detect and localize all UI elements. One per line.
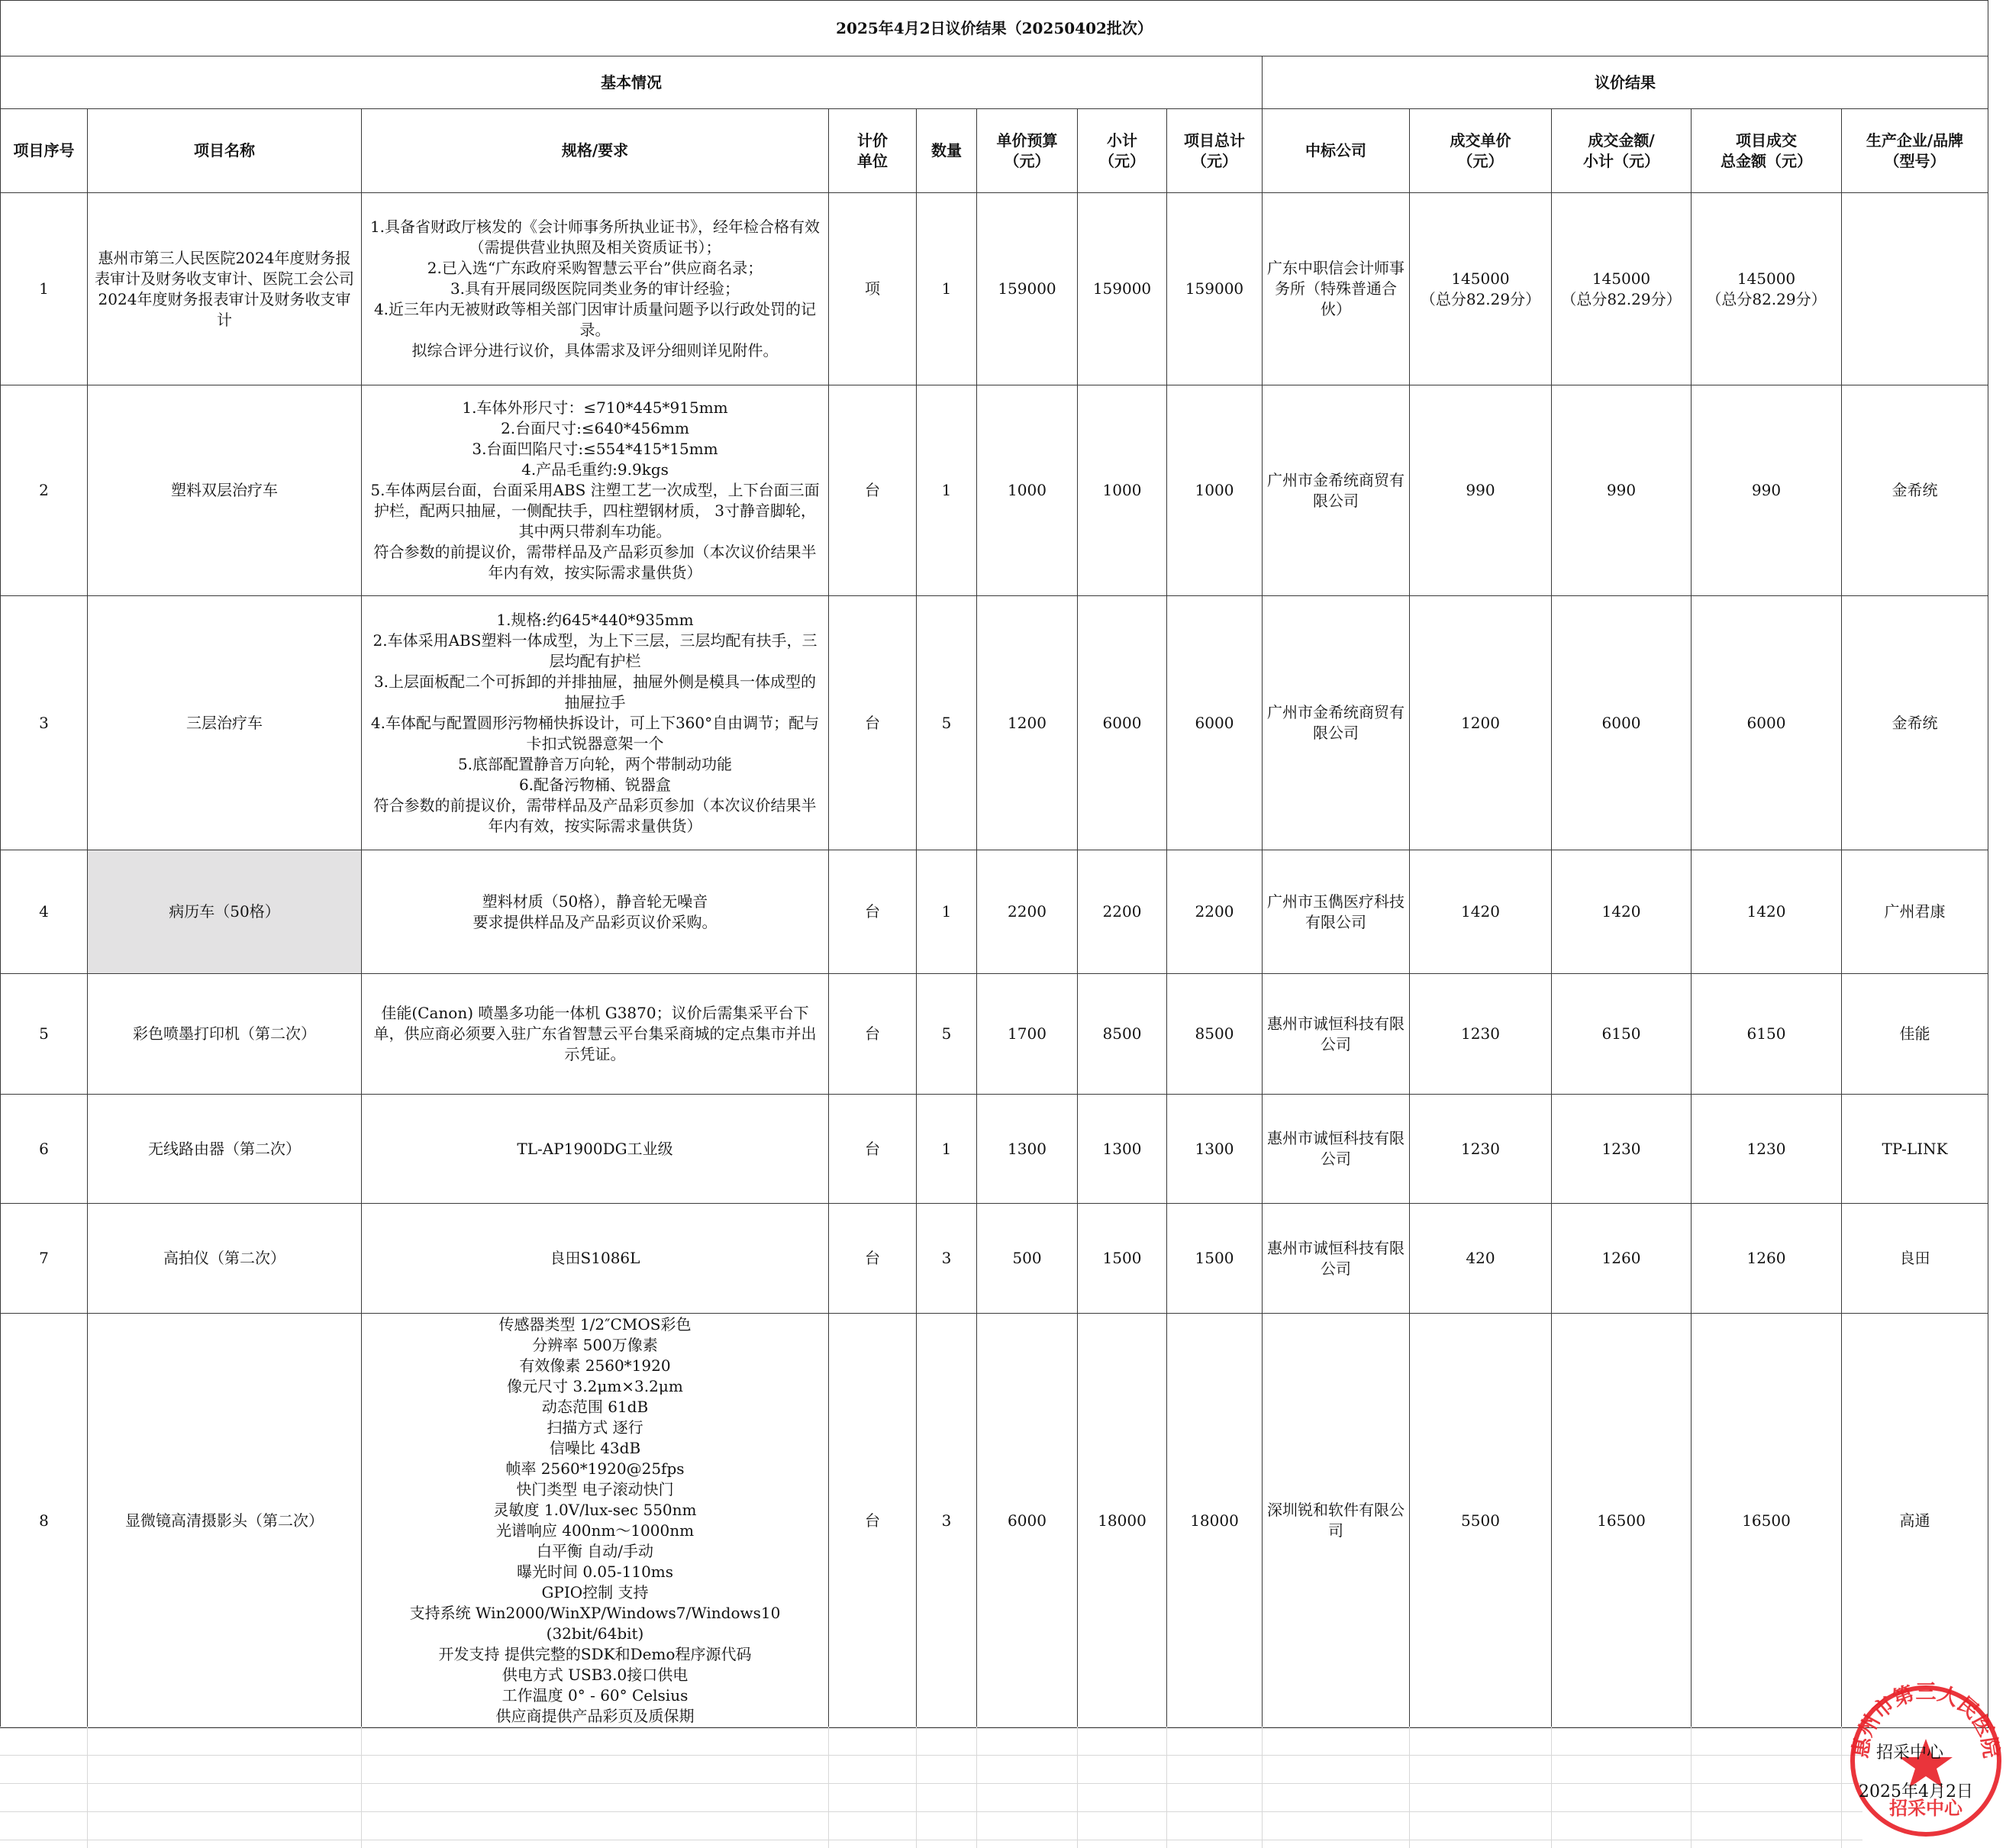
cell-budget: 1300 [977, 1095, 1078, 1204]
cell-winner: 惠州市诚恒科技有限公司 [1263, 1204, 1410, 1314]
cell-unit: 台 [829, 974, 917, 1095]
cell-deal-price: 5500 [1410, 1314, 1552, 1728]
cell-deal-amount: 6150 [1552, 974, 1692, 1095]
col-header-total: 项目总计 （元） [1167, 109, 1263, 193]
cell-seq: 5 [1, 974, 88, 1095]
col-header-seq: 项目序号 [1, 109, 88, 193]
cell-seq: 1 [1, 193, 88, 385]
cell-budget: 1200 [977, 596, 1078, 850]
col-header-deal-amount: 成交金额/ 小计（元） [1552, 109, 1692, 193]
cell-subtotal: 1300 [1078, 1095, 1167, 1204]
cell-deal-price: 1230 [1410, 974, 1552, 1095]
cell-budget: 159000 [977, 193, 1078, 385]
cell-deal-amount: 6000 [1552, 596, 1692, 850]
cell-unit: 台 [829, 850, 917, 974]
table-row [1, 1095, 1988, 1204]
cell-winner: 广州市玉儁医疗科技有限公司 [1263, 850, 1410, 974]
section-basic-header: 基本情况 [1, 56, 1263, 109]
cell-deal-amount: 990 [1552, 385, 1692, 596]
col-header-deal-price: 成交单价 （元） [1410, 109, 1552, 193]
col-header-name: 项目名称 [88, 109, 362, 193]
cell-unit: 台 [829, 385, 917, 596]
seal-ring-text: 惠州市第三人民医院 [1849, 1681, 2003, 1760]
cell-name: 三层治疗车 [88, 596, 362, 850]
cell-subtotal: 18000 [1078, 1314, 1167, 1728]
table-row [1, 193, 1988, 385]
cell-spec: 1.规格:约645*440*935mm 2.车体采用ABS塑料一体成型，为上下三层，三层均配有扶手，三层均配有护栏 3.上层面板配二个可拆卸的并排抽屉，抽屉外侧是模具一体成型的抽屉拉手 4.车体配与配置圆形污物桶快拆设计，可上下360°自由调节；配与卡扣式锐器意架一个 5.底部配置静音万向轮，两个带制动功能 6.配备污物桶、锐器盒 符合参数的前提议价，需带样品及产品彩页参加（本次议价结果半年内有效，按实际需求量供货） [362, 596, 829, 850]
cell-subtotal: 1500 [1078, 1204, 1167, 1314]
stamp-department: 招采中心 [1876, 1743, 1944, 1763]
cell-deal-total: 145000 （总分82.29分） [1692, 193, 1842, 385]
cell-spec: 佳能(Canon) 喷墨多功能一体机 G3870；议价后需集采平台下单，供应商必须要入驻广东省智慧云平台集采商城的定点集市并出示凭证。 [362, 974, 829, 1095]
col-header-brand: 生产企业/品牌 （型号） [1842, 109, 1988, 193]
seal-sub-text: 招采中心 [1889, 1797, 1962, 1819]
cell-deal-total: 6000 [1692, 596, 1842, 850]
column-header-row [1, 109, 1988, 193]
cell-deal-amount: 1230 [1552, 1095, 1692, 1204]
col-header-budget: 单价预算 （元） [977, 109, 1078, 193]
stamp-date: 2025年4月2日 [1859, 1782, 1973, 1801]
cell-budget: 1000 [977, 385, 1078, 596]
cell-qty: 3 [917, 1314, 977, 1728]
cell-qty: 5 [917, 596, 977, 850]
col-header-subtotal: 小计 （元） [1078, 109, 1167, 193]
col-header-unit: 计价 单位 [829, 109, 917, 193]
cell-unit: 台 [829, 596, 917, 850]
cell-unit: 项 [829, 193, 917, 385]
cell-total: 159000 [1167, 193, 1263, 385]
cell-deal-amount: 145000 （总分82.29分） [1552, 193, 1692, 385]
cell-deal-total: 1260 [1692, 1204, 1842, 1314]
cell-subtotal: 2200 [1078, 850, 1167, 974]
cell-seq: 8 [1, 1314, 88, 1728]
cell-deal-price: 1420 [1410, 850, 1552, 974]
cell-winner: 广州市金希统商贸有限公司 [1263, 596, 1410, 850]
cell-seq: 6 [1, 1095, 88, 1204]
cell-name: 病历车（50格） [88, 850, 362, 974]
cell-qty: 1 [917, 385, 977, 596]
cell-total: 8500 [1167, 974, 1263, 1095]
empty-spreadsheet-grid [0, 1727, 1988, 1848]
cell-deal-amount: 1260 [1552, 1204, 1692, 1314]
cell-spec: TL-AP1900DG工业级 [362, 1095, 829, 1204]
cell-name: 高拍仪（第二次） [88, 1204, 362, 1314]
cell-total: 2200 [1167, 850, 1263, 974]
cell-brand [1842, 193, 1988, 385]
table-row [1, 596, 1988, 850]
cell-deal-price: 990 [1410, 385, 1552, 596]
cell-name: 塑料双层治疗车 [88, 385, 362, 596]
cell-name: 无线路由器（第二次） [88, 1095, 362, 1204]
cell-total: 1000 [1167, 385, 1263, 596]
cell-brand: 佳能 [1842, 974, 1988, 1095]
cell-deal-price: 1200 [1410, 596, 1552, 850]
cell-deal-amount: 1420 [1552, 850, 1692, 974]
cell-qty: 3 [917, 1204, 977, 1314]
cell-spec: 良田S1086L [362, 1204, 829, 1314]
cell-budget: 500 [977, 1204, 1078, 1314]
cell-deal-price: 145000 （总分82.29分） [1410, 193, 1552, 385]
cell-subtotal: 159000 [1078, 193, 1167, 385]
cell-subtotal: 8500 [1078, 974, 1167, 1095]
cell-brand: 良田 [1842, 1204, 1988, 1314]
table-row [1, 385, 1988, 596]
cell-deal-total: 6150 [1692, 974, 1842, 1095]
cell-deal-price: 1230 [1410, 1095, 1552, 1204]
cell-qty: 1 [917, 1095, 977, 1204]
cell-winner: 广东中职信会计师事务所（特殊普通合伙） [1263, 193, 1410, 385]
table-row [1, 974, 1988, 1095]
page-title: 2025年4月2日议价结果（20250402批次） [1, 1, 1988, 56]
table-row [1, 1314, 1988, 1728]
cell-qty: 1 [917, 850, 977, 974]
cell-deal-total: 1230 [1692, 1095, 1842, 1204]
cell-seq: 3 [1, 596, 88, 850]
table-row [1, 1204, 1988, 1314]
table-row [1, 850, 1988, 974]
cell-total: 6000 [1167, 596, 1263, 850]
cell-deal-amount: 16500 [1552, 1314, 1692, 1728]
cell-budget: 6000 [977, 1314, 1078, 1728]
cell-deal-total: 1420 [1692, 850, 1842, 974]
cell-total: 18000 [1167, 1314, 1263, 1728]
cell-winner: 广州市金希统商贸有限公司 [1263, 385, 1410, 596]
cell-seq: 7 [1, 1204, 88, 1314]
cell-seq: 2 [1, 385, 88, 596]
cell-spec: 传感器类型 1/2″CMOS彩色 分辨率 500万像素 有效像素 2560*1920 像元尺寸 3.2μm×3.2μm 动态范围 61dB 扫描方式 逐行 信噪比 43dB 帧率 2560*1920@25fps 快门类型 电子滚动快门 灵敏度 1.0V/lux-sec 550nm 光谱响应 400nm～1000nm 白平衡 自动/手动 曝光时间 0.05-110ms GPIO控制 支持 支持系统 Win2000/WinXP/Windows7/Windows10 (32bit/64bit) 开发支持 提供完整的SDK和Demo程序源代码 供电方式 USB3.0接口供电 工作温度 0° - 60° Celsius 供应商提供产品彩页及质保期 [362, 1314, 829, 1728]
cell-deal-price: 420 [1410, 1204, 1552, 1314]
cell-name: 惠州市第三人民医院2024年度财务报表审计及财务收支审计、医院工会公司2024年度财务报表审计及财务收支审计 [88, 193, 362, 385]
cell-budget: 2200 [977, 850, 1078, 974]
cell-subtotal: 1000 [1078, 385, 1167, 596]
cell-brand: 高通 [1842, 1314, 1988, 1728]
col-header-winner: 中标公司 [1263, 109, 1410, 193]
cell-winner: 深圳锐和软件有限公司 [1263, 1314, 1410, 1728]
col-header-qty: 数量 [917, 109, 977, 193]
cell-unit: 台 [829, 1204, 917, 1314]
cell-unit: 台 [829, 1095, 917, 1204]
cell-brand: TP-LINK [1842, 1095, 1988, 1204]
col-header-spec: 规格/要求 [362, 109, 829, 193]
cell-name: 彩色喷墨打印机（第二次） [88, 974, 362, 1095]
cell-subtotal: 6000 [1078, 596, 1167, 850]
cell-total: 1500 [1167, 1204, 1263, 1314]
cell-seq: 4 [1, 850, 88, 974]
cell-brand: 金希统 [1842, 596, 1988, 850]
cell-budget: 1700 [977, 974, 1078, 1095]
section-result-header: 议价结果 [1263, 56, 1988, 109]
col-header-deal-total: 项目成交 总金额（元） [1692, 109, 1842, 193]
cell-spec: 1.具备省财政厅核发的《会计师事务所执业证书》，经年检合格有效（需提供营业执照及相关资质证书）； 2.已入选“广东政府采购智慧云平台”供应商名录； 3.具有开展同级医院同类业务的审计经验； 4.近三年内无被财政等相关部门因审计质量问题予以行政处罚的记录。 拟综合评分进行议价，具体需求及评分细则详见附件。 [362, 193, 829, 385]
cell-qty: 5 [917, 974, 977, 1095]
cell-spec: 塑料材质（50格），静音轮无噪音 要求提供样品及产品彩页议价采购。 [362, 850, 829, 974]
cell-unit: 台 [829, 1314, 917, 1728]
cell-qty: 1 [917, 193, 977, 385]
cell-winner: 惠州市诚恒科技有限公司 [1263, 974, 1410, 1095]
cell-brand: 金希统 [1842, 385, 1988, 596]
cell-total: 1300 [1167, 1095, 1263, 1204]
cell-winner: 惠州市诚恒科技有限公司 [1263, 1095, 1410, 1204]
cell-deal-total: 990 [1692, 385, 1842, 596]
cell-deal-total: 16500 [1692, 1314, 1842, 1728]
cell-name: 显微镜高清摄影头（第二次） [88, 1314, 362, 1728]
cell-spec: 1.车体外形尺寸：≤710*445*915mm 2.台面尺寸:≤640*456mm 3.台面凹陷尺寸:≤554*415*15mm 4.产品毛重约:9.9kgs 5.车体两层台面，台面采用ABS 注塑工艺一次成型，上下台面三面护栏，配两只抽屉，一侧配扶手，四柱塑钢材质， 3寸静音脚轮，其中两只带刹车功能。 符合参数的前提议价，需带样品及产品彩页参加（本次议价结果半年内有效，按实际需求量供货） [362, 385, 829, 596]
cell-brand: 广州君康 [1842, 850, 1988, 974]
